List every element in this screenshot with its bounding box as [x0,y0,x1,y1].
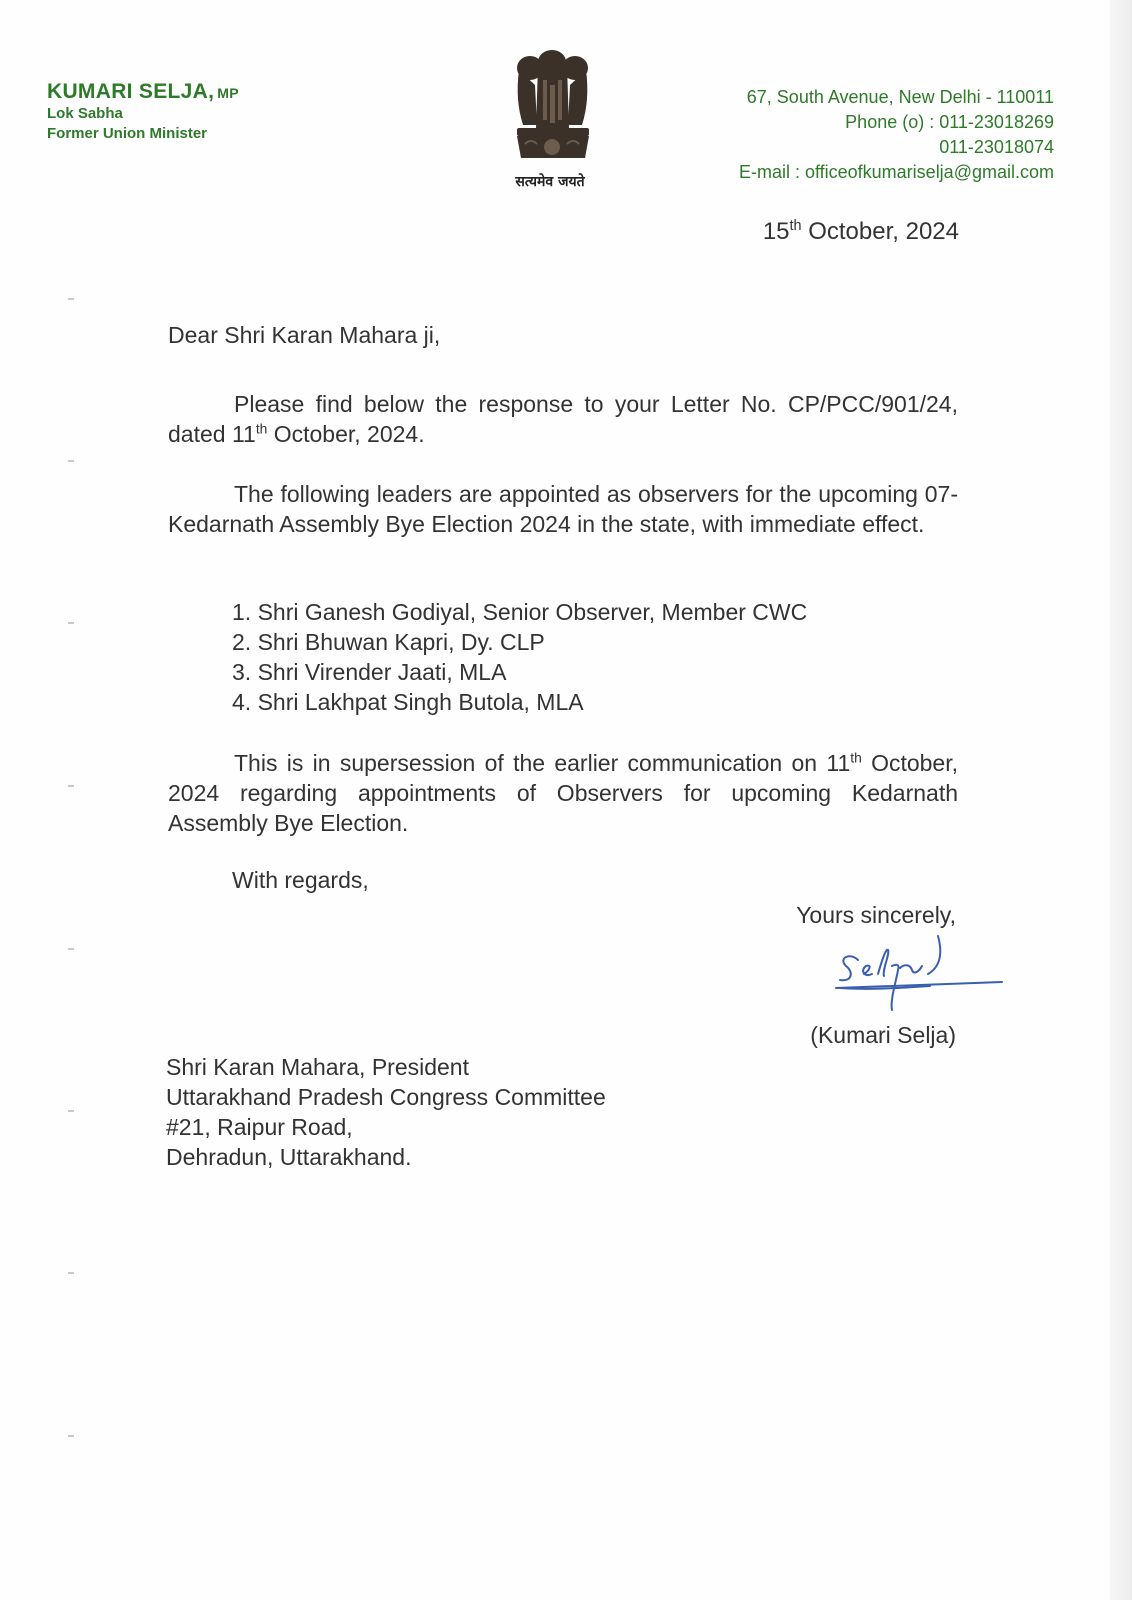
list-item: 4. Shri Lakhpat Singh Butola, MLA [232,689,584,715]
emblem-motto: सत्यमेव जयते [515,174,585,190]
salutation: Dear Shri Karan Mahara ji, [168,322,441,348]
sender-former-post: Former Union Minister [47,125,208,142]
list-item: 2. Shri Bhuwan Kapri, Dy. CLP [232,629,545,655]
page-edge-shadow [1110,0,1132,1600]
margin-mark [68,622,74,624]
recipient-organization: Uttarakhand Pradesh Congress Committee [166,1084,606,1110]
sender-name: KUMARI SELJA, MP [47,80,239,103]
signer-name: (Kumari Selja) [810,1022,956,1048]
margin-mark [68,1110,74,1112]
sender-house: Lok Sabha [47,105,123,122]
letterhead-sender [47,80,239,144]
recipient-name: Shri Karan Mahara, President [166,1054,469,1080]
sender-phone-2: 011-23018074 [939,137,1054,157]
recipient-city: Dehradun, Uttarakhand. [166,1144,412,1170]
paragraph-reference: Please find below the response to your Letter No. CP/PCC/901/24, dated 11th October, 2024. [168,391,958,447]
sender-phone: Phone (o) : 011-23018269 [845,112,1054,132]
regards: With regards, [232,867,369,893]
letter-date: 15th October, 2024 [762,218,959,245]
list-item: 1. Shri Ganesh Godiyal, Senior Observer, Member CWC [232,599,808,625]
signature [830,930,1010,1020]
margin-mark [68,948,74,950]
margin-mark [68,298,74,300]
paragraph-supersession: This is in supersession of the earlier communication on 11th October, 2024 regarding appointments of Observers for upcoming Kedarnath Assembly Bye Election. [168,750,959,836]
margin-mark [68,1272,74,1274]
observer-list [232,597,807,717]
margin-mark [68,785,74,787]
sender-suffix: MP [217,85,239,101]
list-item: 3. Shri Virender Jaati, MLA [232,659,507,685]
recipient-street: #21, Raipur Road, [166,1114,353,1140]
recipient-address [166,1052,606,1172]
sender-address: 67, South Avenue, New Delhi - 110011 [746,87,1054,107]
closing: Yours sincerely, [796,902,956,928]
margin-mark [68,1435,74,1437]
paragraph-appointment: The following leaders are appointed as observers for the upcoming 07-Kedarnath Assembly Bye Election 2024 in the state, with immediate effect. [168,481,958,537]
letterhead-contact [739,85,1054,185]
sender-email: E-mail : officeofkumariselja@gmail.com [738,162,1054,182]
margin-mark [68,460,74,462]
